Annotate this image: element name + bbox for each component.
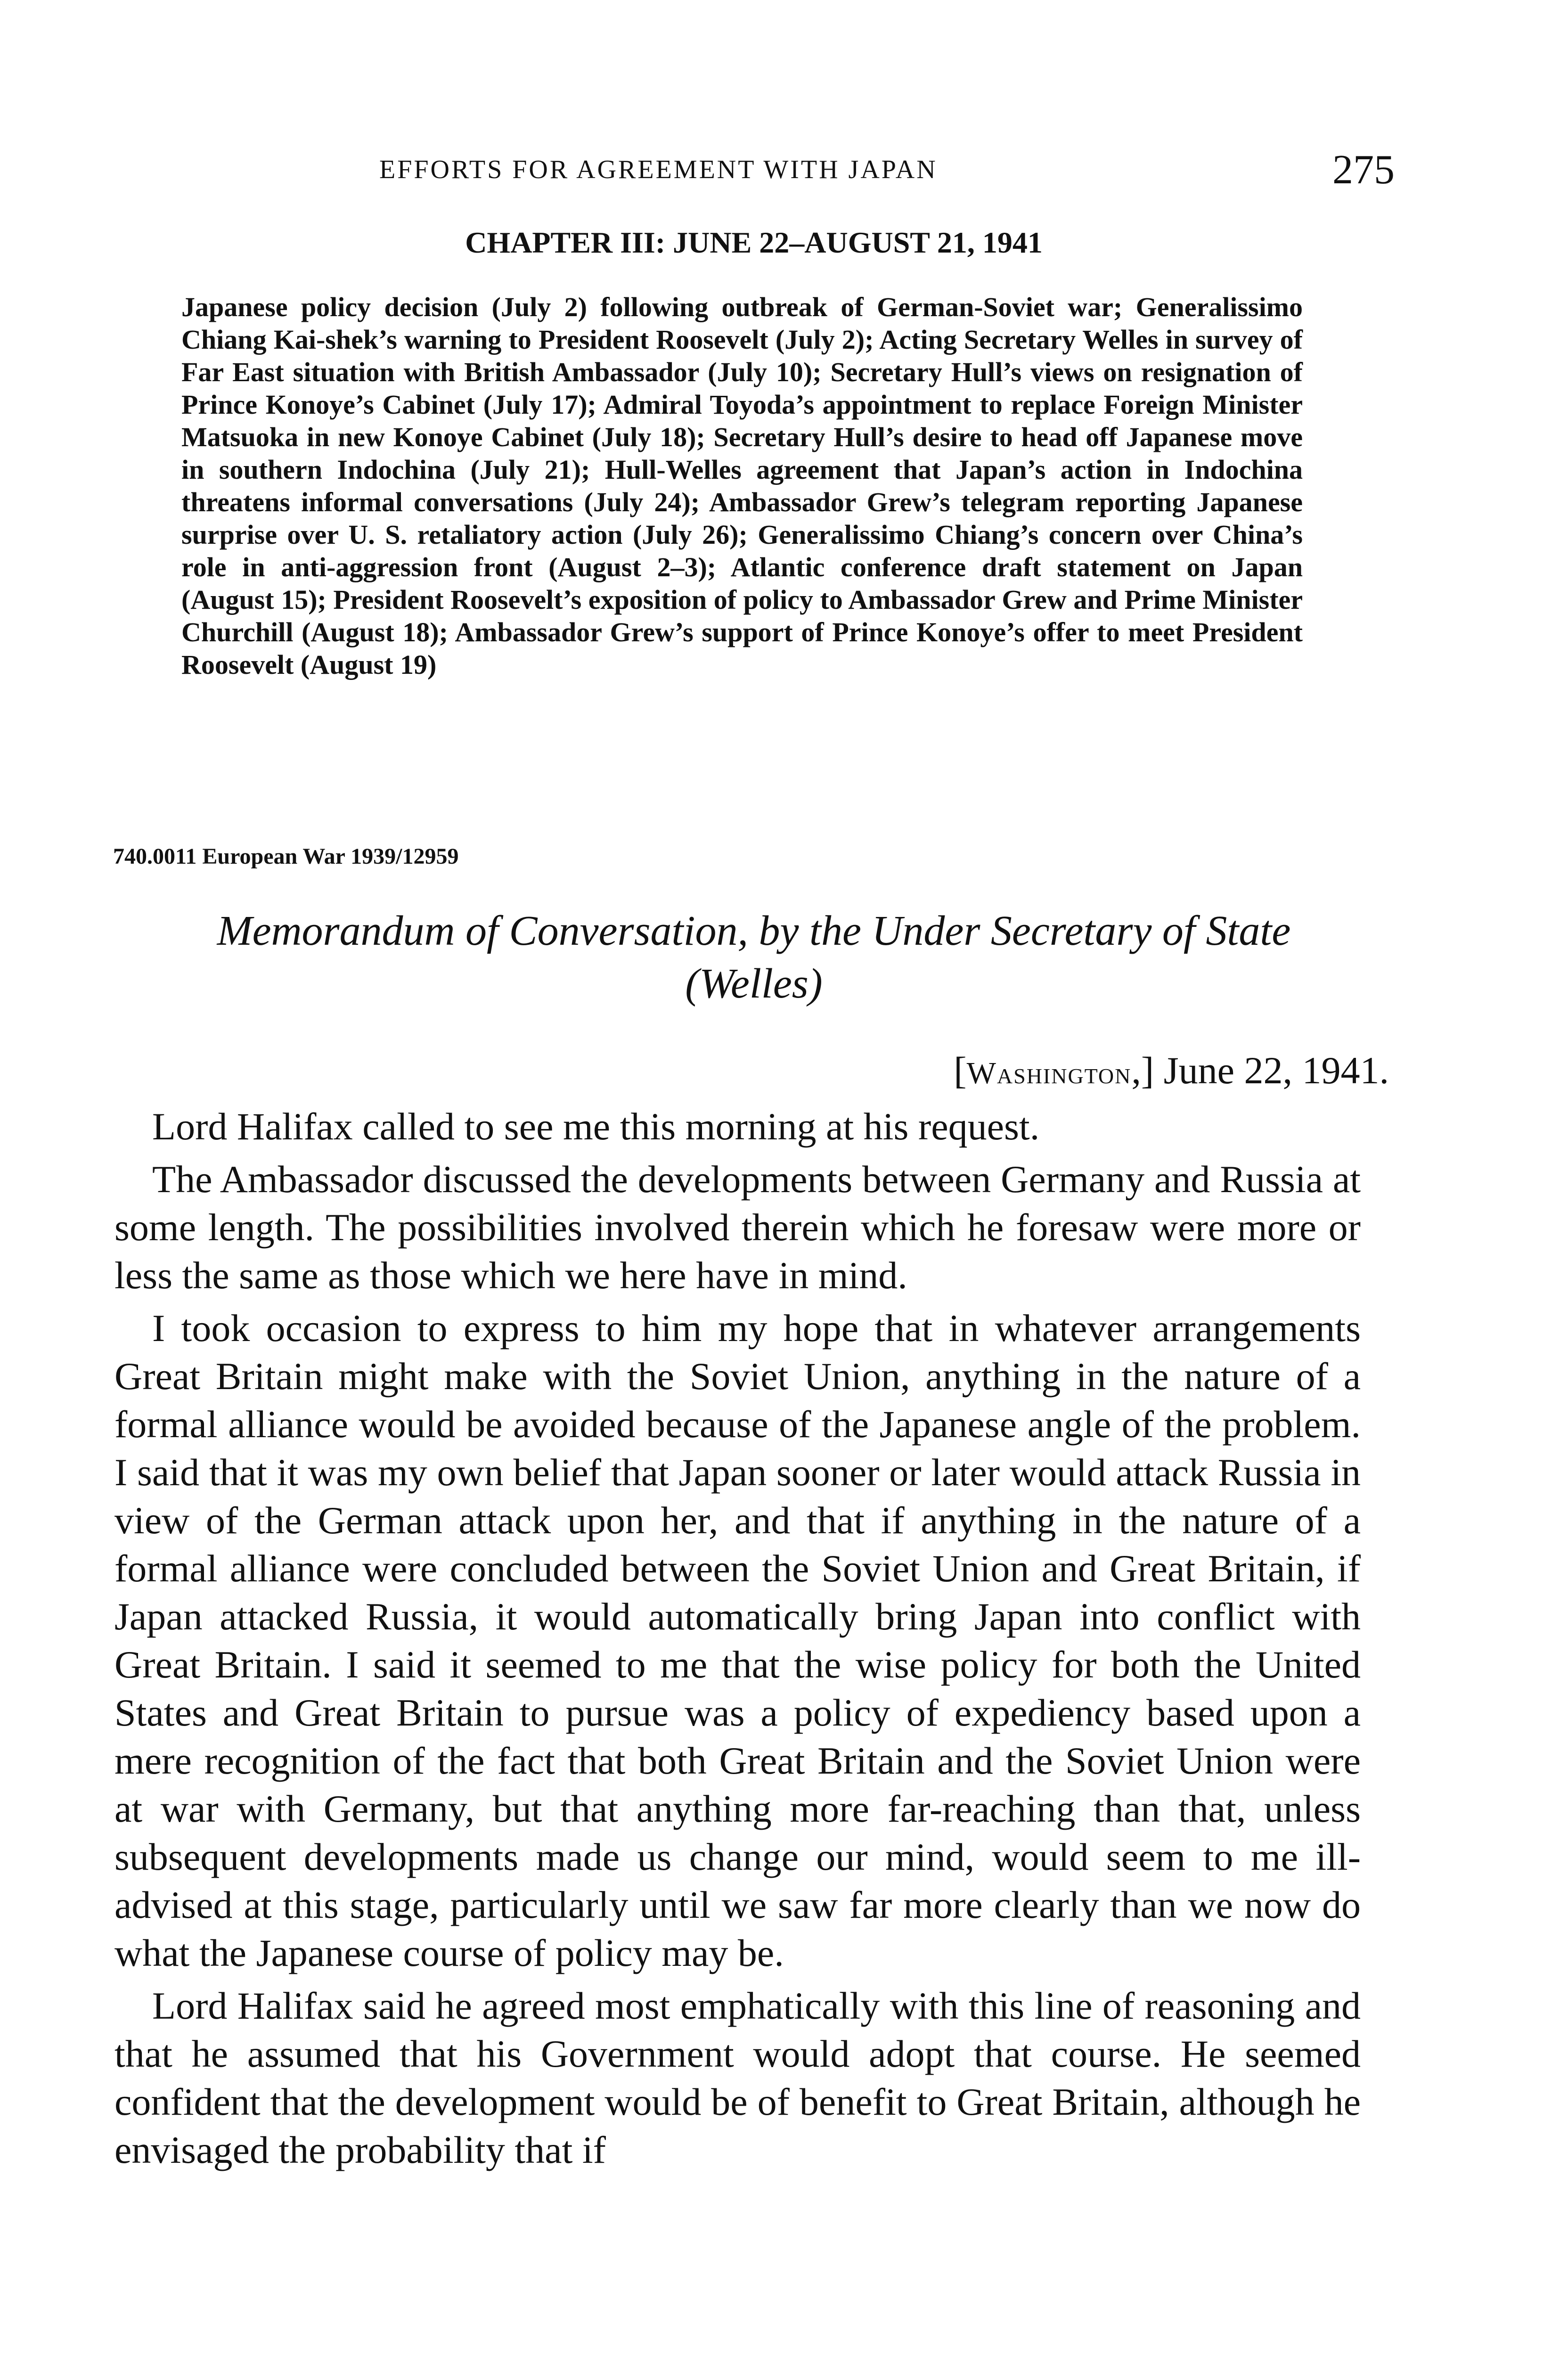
chapter-summary: Japanese policy decision (July 2) following outbreak of German-Soviet war; Generalissimo Chiang Kai-shek’s warning to President Roosevelt (July 2); Acting Secretary Welles in survey of Far East situation with British Ambassador (July 10); Secretary Hull’s views on resignation of Prince Konoye’s Cabinet (July 17); Admiral Toyoda’s appointment to replace Foreign Minister Matsuoka in new Konoye Cabinet (July 18); Secretary Hull’s desire to head off Japanese move in southern Indochina (July 21); Hull-Welles agreement that Japan’s action in Indochina threatens informal conversations (July 24); Ambassador Grew’s telegram reporting Japanese surprise over U. S. retaliatory action (July 26); Generalissimo Chiang’s concern over China’s role in anti-aggression front (August 2–3); Atlantic conference draft statement on Japan (August 15); President Roosevelt’s exposition of policy to Ambassador Grew and Prime Minister Churchill (August 18); Ambassador Grew’s support of Prince Konoye’s offer to meet President Roosevelt (August 19) xyxy=(181,292,1303,680)
memorandum-body xyxy=(114,1103,1361,2179)
document-title-line-2: (Welles) xyxy=(685,960,823,1007)
dateline: [Washington,] June 22, 1941. xyxy=(954,1049,1389,1092)
chapter-title: CHAPTER III: JUNE 22–AUGUST 21, 1941 xyxy=(465,226,1043,259)
dateline-date: June 22, 1941. xyxy=(1163,1049,1389,1092)
page-number: 275 xyxy=(1332,147,1395,193)
document-title xyxy=(113,905,1395,1010)
paragraph-4: Lord Halifax said he agreed most emphatically with this line of reasoning and that he assumed that his Government would adopt that course. He seemed confident that the development would be of benefit to Great Britain, although he envisaged the probability that if xyxy=(114,1984,1361,2171)
running-title: EFFORTS FOR AGREEMENT WITH JAPAN xyxy=(379,155,938,184)
running-head xyxy=(113,146,1395,193)
dateline-place: Washington xyxy=(966,1056,1132,1090)
paragraph-1: Lord Halifax called to see me this morning at his request. xyxy=(152,1105,1040,1148)
paragraph-3: I took occasion to express to him my hope that in whatever arrangements Great Britain might make with the Soviet Union, anything in the nature of a formal alliance would be avoided because of the Japanese angle of the problem. I said that it was my own belief that Japan sooner or later would attack Russia in view of the German attack upon her, and that if anything in the nature of a formal alliance were concluded between the Soviet Union and Great Britain, if Japan attacked Russia, it would automatically bring Japan into conflict with Great Britain. I said it seemed to me that the wise policy for both the United States and Great Britain to pursue was a policy of expediency based upon a mere recognition of the fact that both Great Britain and the Soviet Union were at war with Germany, but that anything more far-reaching than that, unless subsequent developments made us change our mind, would seem to me ill-advised at this stage, particularly until we saw far more clearly than we now do what the Japanese course of policy may be. xyxy=(114,1307,1361,1974)
paragraph-2: The Ambassador discussed the developments between Germany and Russia at some length. The possibilities involved therein which he foresaw were more or less the same as those which we here have in mind. xyxy=(114,1158,1361,1297)
file-number: 740.0011 European War 1939/12959 xyxy=(113,844,459,869)
document-title-line-1: Memorandum of Conversation, by the Under Secretary of State xyxy=(217,908,1291,954)
